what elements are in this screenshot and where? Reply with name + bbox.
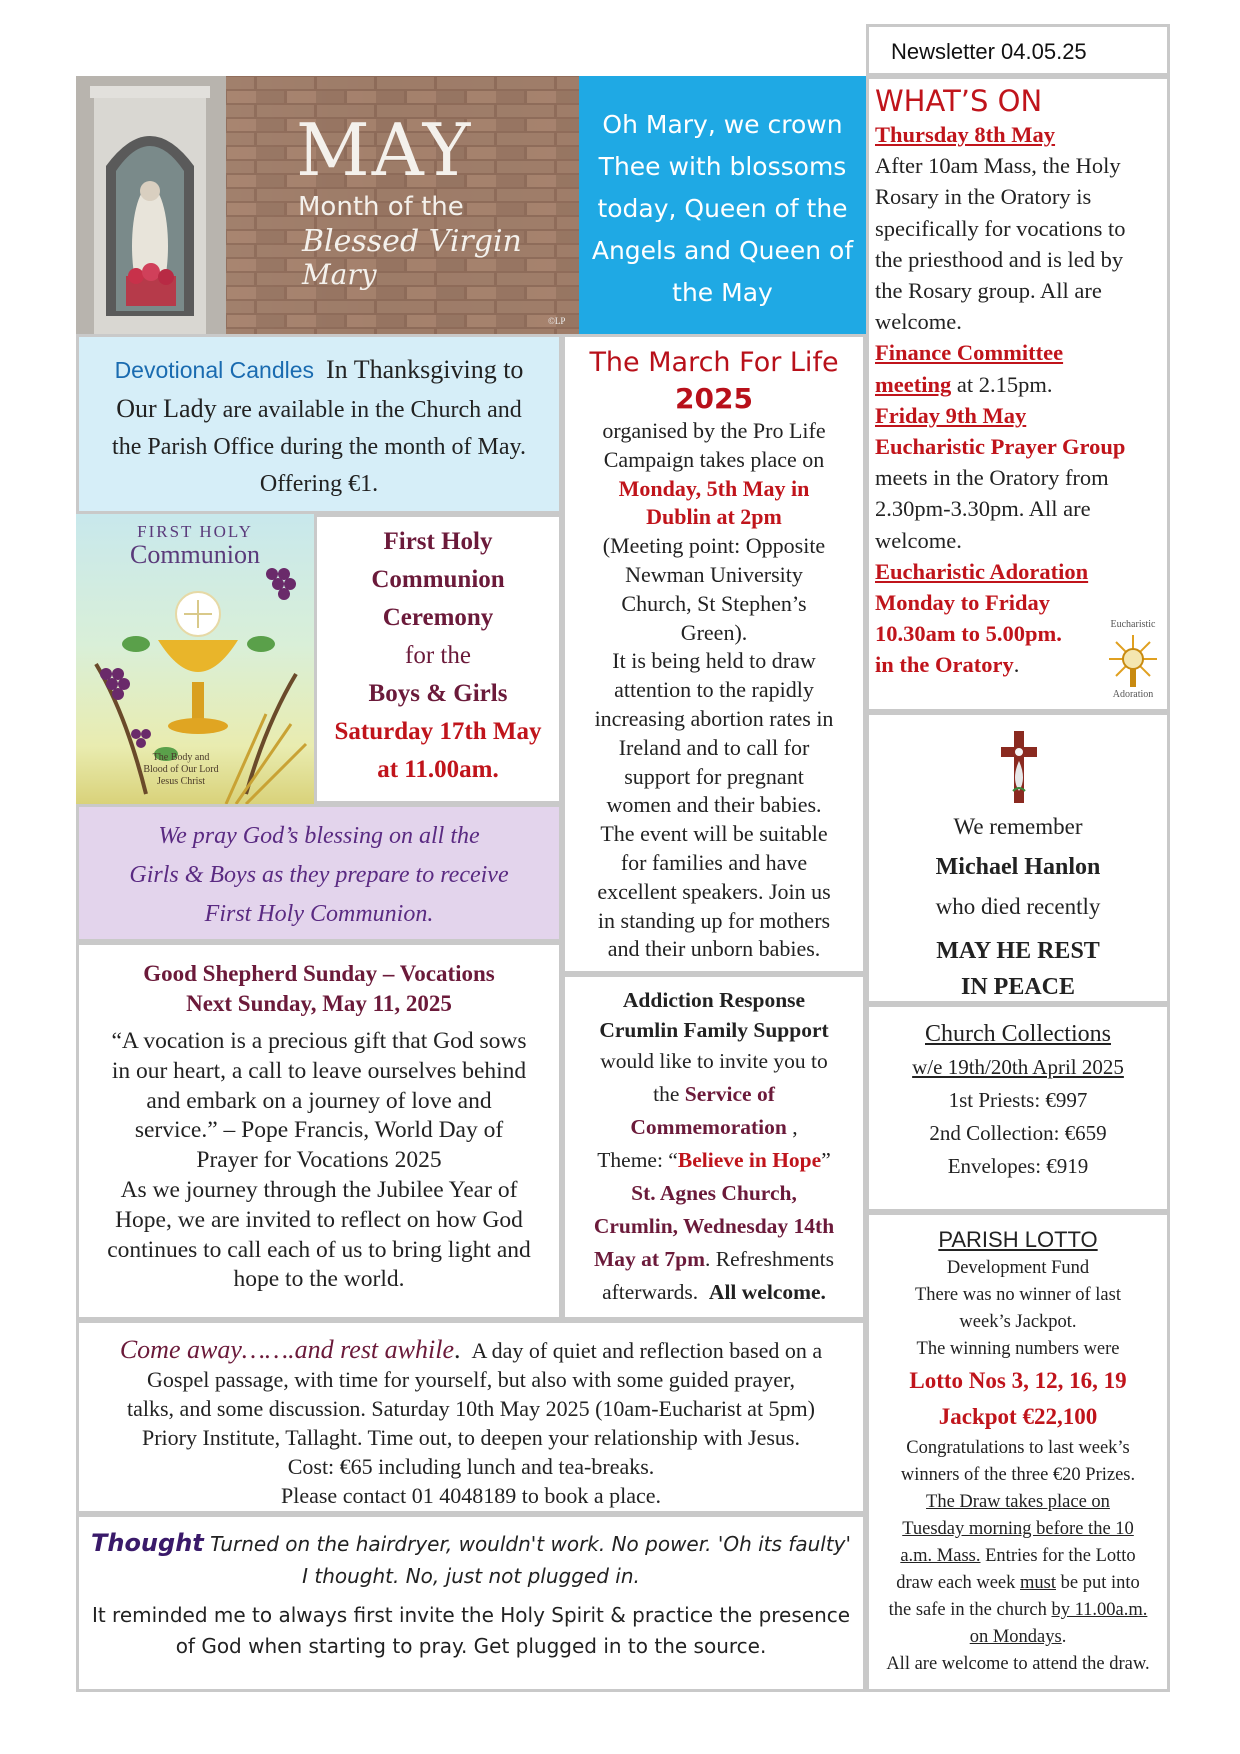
thu-l2: Rosary in the Oratory is: [875, 184, 1092, 210]
candles-title: Devotional Candles: [114, 357, 315, 383]
lotto-l11a: the safe in the church: [888, 1600, 1047, 1620]
lotto-l8: Tuesday morning before the 10: [902, 1519, 1134, 1539]
lotto-jackpot: Jackpot €22,100: [938, 1404, 1098, 1429]
thought-l3: It reminded me to always first invite the Holy Spirit & practice the presence: [91, 1603, 851, 1627]
thu-l6: welcome.: [875, 309, 962, 335]
communion-l4: for the: [405, 642, 471, 669]
remember-l2: who died recently: [935, 894, 1101, 919]
finance-time: at 2.15pm.: [956, 371, 1053, 397]
rip-1: MAY HE REST: [936, 938, 1100, 964]
rip-2: IN PEACE: [960, 974, 1075, 1000]
collections-l2: 2nd Collection: €659: [929, 1121, 1107, 1145]
addiction-l10a: afterwards.: [602, 1280, 699, 1304]
fri-l2: 2.30pm-3.30pm. All are: [875, 496, 1091, 522]
thu-l4: the priesthood and is led by: [875, 246, 1124, 272]
march-l11: increasing abortion rates in: [594, 705, 834, 731]
addiction-theme: Theme: “: [597, 1148, 678, 1172]
retreat-l4: Priory Institute, Tallaght. Time out, to deepen your relationship with Jesus.: [141, 1425, 800, 1450]
lotto-l10c: be put into: [1060, 1573, 1140, 1593]
addiction-l9a: May at 7pm: [593, 1247, 706, 1271]
march-l13: support for pregnant: [624, 763, 804, 789]
adoration-l1: Monday to Friday: [875, 590, 1051, 616]
communion-l3: Ceremony: [382, 604, 494, 631]
blessing-box: [76, 804, 562, 942]
march-l5: (Meeting point: Opposite: [602, 533, 826, 559]
prayer-text: Oh Mary, we crown Thee with blossoms today, Queen of the Angels and Queen of the May: [591, 110, 854, 307]
adoration-badge-2: Adoration: [1112, 689, 1154, 700]
fri-l3: welcome.: [875, 527, 962, 553]
communion-box: [314, 514, 562, 804]
fri-group: Eucharistic Prayer Group: [875, 434, 1126, 460]
retreat-l2: Gospel passage, with time for yourself, but also with some guided prayer,: [147, 1367, 795, 1392]
march-l2: Campaign takes place on: [603, 446, 825, 472]
whats-on-box: WHAT’S ON Thursday 8th May After 10am Mass, the Holy Rosary in the Oratory is specifically for vocations to the priesthood and is led by the Rosary group. All are welcome. Finance Committee meeting at 2.15pm. Friday 9th May Eucharistic Prayer Group meets in the Oratory from 2.30pm-3.30pm. All are welcome. Eucharistic Adoration Monday to Friday 10.30am to 5.00pm. in the Oratory. Eucharistic Adoration: [866, 76, 1170, 712]
march-l3: Monday, 5th May in: [618, 475, 810, 501]
shepherd-l5: Prayer for Vocations 2025: [196, 1147, 442, 1174]
collections-title: Church Collections: [925, 1021, 1111, 1047]
banner-subtitle-3: Mary: [302, 258, 377, 291]
candles-line-2: are available in the Church and: [222, 397, 522, 423]
march-l7: Church, St Stephen’s: [621, 590, 807, 616]
lotto-nos: Lotto Nos 3, 12, 16, 19: [909, 1368, 1127, 1393]
adoration-l3: in the Oratory: [875, 652, 1014, 678]
blessing-l1: We pray God’s blessing on all the: [158, 823, 480, 849]
shepherd-l3: and embark on a journey of love and: [146, 1087, 492, 1114]
thu-l3: specifically for vocations to: [875, 215, 1126, 241]
lotto-l4: The winning numbers were: [916, 1339, 1120, 1359]
lotto-l12b: .: [1061, 1627, 1067, 1647]
candles-line-4: Offering €1.: [259, 471, 379, 497]
march-l16: for families and have: [620, 849, 808, 875]
adoration-badge-1: Eucharistic: [1110, 619, 1156, 630]
addiction-l8: Crumlin, Wednesday 14th: [593, 1214, 835, 1238]
addiction-l7: St. Agnes Church,: [631, 1181, 797, 1205]
shepherd-l4: service.” – Pope Francis, World Day of: [134, 1117, 504, 1144]
card-top-text: FIRST HOLY: [137, 522, 253, 541]
march-box: [562, 334, 866, 974]
retreat-box: [76, 1320, 866, 1514]
candles-box: [76, 334, 562, 514]
addiction-quote: ”: [821, 1148, 831, 1172]
cross-icon: [999, 731, 1039, 803]
finance-head-1: Finance Committee: [875, 340, 1064, 366]
lotto-l7: The Draw takes place on: [926, 1492, 1110, 1512]
march-l1: organised by the Pro Life: [602, 418, 826, 443]
lotto-l11b: by 11.00a.m.: [1051, 1600, 1148, 1620]
adoration-head: Eucharistic Adoration: [875, 558, 1089, 584]
shepherd-l1: “A vocation is a precious gift that God sows: [111, 1028, 527, 1054]
collections-box: [866, 1004, 1170, 1212]
banner-subtitle-1: Month of the: [298, 192, 464, 222]
adoration-l2: 10.30am to 5.00pm.: [875, 621, 1062, 647]
thought-label: Thought: [90, 1529, 204, 1557]
addiction-box: [562, 974, 866, 1320]
retreat-l5: Cost: €65 including lunch and tea-breaks.: [287, 1454, 655, 1479]
lotto-l12a: on Mondays: [969, 1627, 1062, 1647]
lotto-l10b: must: [1020, 1573, 1056, 1593]
lotto-l3: week’s Jackpot.: [959, 1312, 1077, 1332]
retreat-title-dot: .: [453, 1335, 461, 1364]
newsletter-date: Newsletter 04.05.25: [891, 39, 1087, 64]
shepherd-l8: continues to call each of us to bring light and: [107, 1236, 531, 1263]
lotto-l5: Congratulations to last week’s: [906, 1438, 1130, 1458]
shepherd-l9: hope to the world.: [233, 1266, 405, 1293]
communion-l6: Saturday 17th May: [334, 718, 542, 745]
shepherd-l7: Hope, we are invited to reflect on how God: [115, 1206, 523, 1233]
banner-title: MAY: [296, 108, 473, 192]
communion-l5: Boys & Girls: [368, 680, 508, 707]
addiction-service: Service of: [684, 1082, 775, 1106]
thought-l4: of God when starting to pray. Get plugged in to the source.: [175, 1634, 767, 1658]
addiction-l3: would like to invite you to: [600, 1049, 828, 1073]
lotto-l13: All are welcome to attend the draw.: [886, 1654, 1150, 1674]
march-l10: attention to the rapidly: [614, 677, 814, 703]
march-title-1: The March For Life: [589, 347, 839, 378]
banner-subtitle-2: Blessed Virgin: [302, 224, 522, 259]
thought-box: [76, 1514, 866, 1692]
addiction-l4a: the: [653, 1082, 680, 1106]
may-banner: [76, 76, 579, 334]
addiction-l1: Addiction Response: [622, 988, 806, 1012]
blessing-l3: First Holy Communion.: [204, 901, 434, 927]
fri-head: Friday 9th May: [875, 402, 1027, 428]
communion-l1: First Holy: [383, 528, 493, 555]
remember-l1: We remember: [953, 814, 1083, 839]
retreat-l1: A day of quiet and reflection based on a: [471, 1338, 823, 1363]
finance-head-2: meeting: [875, 371, 952, 397]
card-title: Communion: [129, 540, 260, 569]
addiction-believe: Believe in Hope: [677, 1148, 822, 1172]
whats-on-title: WHAT’S ON: [875, 84, 1043, 118]
collections-l3: Envelopes: €919: [947, 1154, 1089, 1178]
retreat-title: Come away…….and rest awhile: [119, 1335, 454, 1364]
shepherd-l2: in our heart, a call to leave ourselves behind: [111, 1057, 527, 1084]
retreat-l6: Please contact 01 4048189 to book a place.: [280, 1483, 661, 1508]
communion-l2: Communion: [371, 566, 505, 593]
card-caption-3: Jesus Christ: [156, 776, 206, 787]
lotto-l9b: Entries for the Lotto: [985, 1546, 1136, 1566]
thu-l5: the Rosary group. All are: [875, 278, 1102, 304]
communion-l7: at 11.00am.: [377, 756, 499, 783]
thought-l2: I thought. No, just not plugged in.: [302, 1564, 640, 1588]
shepherd-box: [76, 942, 562, 1320]
addiction-commemoration: Commemoration: [630, 1115, 787, 1139]
collections-l1: 1st Priests: €997: [948, 1088, 1088, 1112]
monstrance-icon: [1105, 619, 1161, 703]
fri-l1: meets in the Oratory from: [875, 465, 1109, 491]
lotto-l2: There was no winner of last: [914, 1285, 1121, 1305]
shepherd-l6: As we journey through the Jubilee Year of: [120, 1176, 518, 1203]
lotto-l9a: a.m. Mass.: [900, 1546, 981, 1566]
card-caption-2: Blood of Our Lord: [143, 764, 219, 775]
march-l17: excellent speakers. Join us: [597, 878, 831, 904]
monstrance-image: [1105, 631, 1161, 691]
prayer-box: [579, 76, 866, 334]
thu-l1: After 10am Mass, the Holy: [875, 153, 1121, 179]
remember-name: Michael Hanlon: [935, 854, 1101, 880]
march-l9: It is being held to draw: [612, 648, 816, 674]
addiction-l2: Crumlin Family Support: [599, 1018, 829, 1042]
addiction-comma: ,: [792, 1115, 798, 1139]
lotto-box: [866, 1212, 1170, 1692]
thu-head: Thursday 8th May: [875, 122, 1056, 147]
lotto-l6: winners of the three €20 Prizes.: [900, 1465, 1136, 1485]
thought-l1: Turned on the hairdryer, wouldn't work. No power. 'Oh its faulty': [210, 1532, 851, 1556]
retreat-l3: talks, and some discussion. Saturday 10th May 2025 (10am-Eucharist at 5pm): [127, 1396, 815, 1421]
collections-week: w/e 19th/20th April 2025: [912, 1055, 1124, 1079]
march-l8: Green).: [680, 619, 748, 645]
march-l15: The event will be suitable: [600, 821, 828, 847]
march-l6: Newman University: [625, 561, 803, 587]
card-caption-1: The Body and: [152, 752, 210, 763]
lotto-l10a: draw each week: [896, 1573, 1016, 1593]
addiction-l9b: . Refreshments: [705, 1247, 835, 1271]
candles-line-1: In Thanksgiving to: [326, 355, 524, 384]
addiction-l10b: All welcome.: [708, 1280, 826, 1304]
banner-credit: ©LP: [548, 316, 566, 326]
march-l18: in standing up for mothers: [597, 907, 831, 933]
shepherd-title-1: Good Shepherd Sunday – Vocations: [143, 961, 495, 986]
communion-card: [76, 514, 314, 804]
lotto-title: PARISH LOTTO: [938, 1227, 1098, 1252]
march-l12: Ireland and to call for: [618, 734, 810, 760]
newsletter-date-box: [866, 24, 1170, 76]
march-l4: Dublin at 2pm: [646, 504, 782, 530]
march-l19: and their unborn babies.: [607, 936, 821, 962]
candles-line-3: the Parish Office during the month of May.: [112, 434, 526, 460]
march-l14: women and their babies.: [606, 792, 822, 818]
candles-our-lady: Our Lady: [116, 394, 217, 423]
remember-box: [866, 712, 1170, 1004]
lotto-l1: Development Fund: [946, 1258, 1090, 1278]
blessing-l2: Girls & Boys as they prepare to receive: [129, 862, 509, 888]
shepherd-title-2: Next Sunday, May 11, 2025: [186, 991, 452, 1016]
march-title-2: 2025: [675, 382, 753, 415]
